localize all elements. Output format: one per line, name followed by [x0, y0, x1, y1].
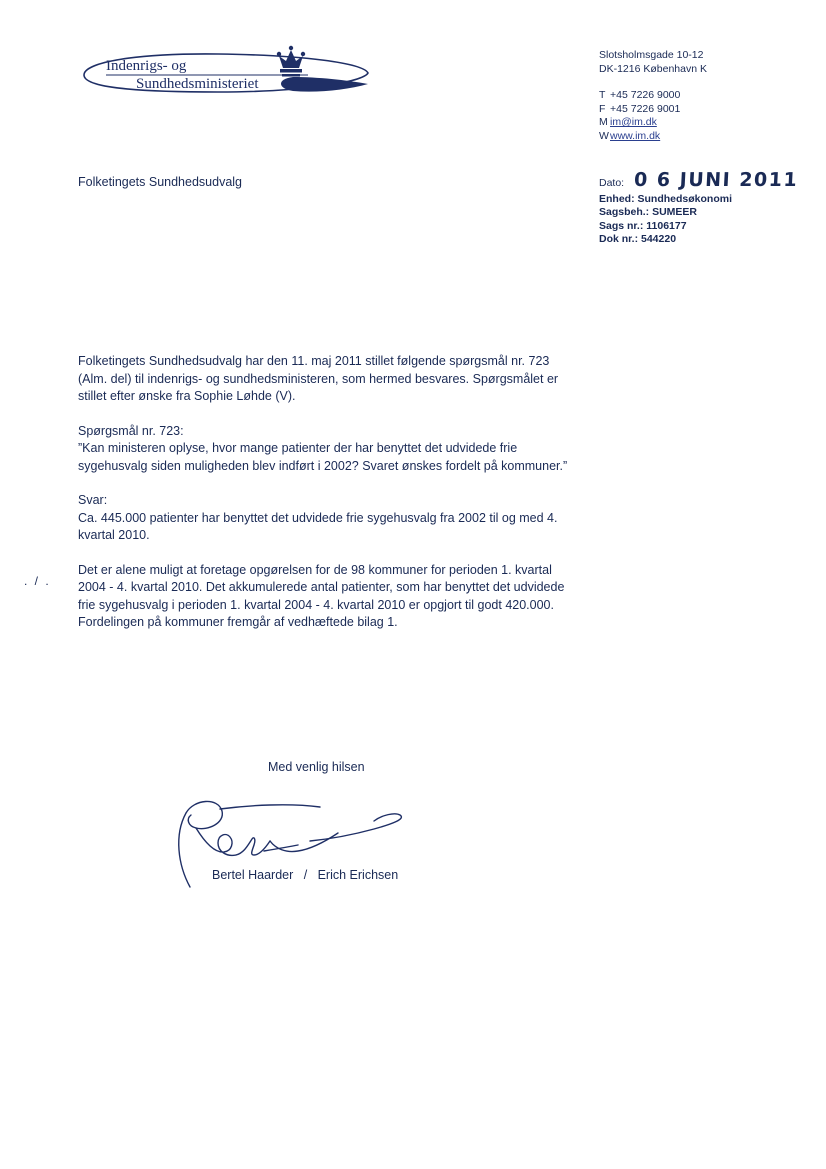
website-link[interactable]: www.im.dk [610, 129, 661, 142]
contact-block [599, 49, 799, 143]
fax-value: +45 7226 9001 [610, 102, 681, 115]
case-handler-label: Sagsbeh.: SUMEER [599, 206, 698, 218]
date-stamp-value: 0 6 JUNI 2011 [633, 169, 799, 191]
case-meta [599, 193, 809, 247]
answer-text: Ca. 445.000 patienter har benyttet det udvidede frie sygehusvalg fra 2002 til og med 4. kvartal 2010. [78, 510, 558, 542]
ministry-logo [78, 44, 378, 110]
closing-greeting: Med venlig hilsen [268, 760, 365, 774]
letter-body [78, 353, 568, 649]
logo-graphic [78, 44, 378, 110]
address-line-2: DK-1216 København K [599, 62, 707, 75]
website-row [599, 130, 799, 144]
phone-value: +45 7226 9000 [610, 89, 681, 101]
body-paragraph-2: Det er alene muligt at foretage opgørelsen for de 98 kommuner for perioden 1. kvartal 2004 - 4. kvartal 2010. Det akkumulerede antal patienter, som har benyttet det udvidede frie sygehusvalg i perioden 1. kvartal 2004 - 4. kvartal 2010 er opgjort til godt 420.000. Fordelingen på kommuner fremgår af vedhæftede bilag 1. [78, 562, 565, 629]
case-number-label: Sags nr.: 1106177 [599, 219, 687, 232]
question-heading: Spørgsmål nr. 723: [78, 423, 184, 438]
phone-prefix: T [599, 89, 606, 101]
attachment-margin-mark: . / . [24, 574, 51, 588]
signer-names: Bertel Haarder / Erich Erichsen [212, 868, 399, 882]
meta-spacer [599, 76, 799, 89]
date-label: Dato: [599, 177, 625, 189]
date-row [599, 171, 809, 191]
fax-row [599, 103, 799, 117]
email-link[interactable]: im@im.dk [610, 116, 657, 128]
unit-label: Enhed: Sundhedsøkonomi [599, 192, 732, 205]
email-prefix: M [599, 116, 608, 128]
case-details-block [599, 171, 809, 247]
document-number-label: Dok nr.: 544220 [599, 233, 677, 245]
logo-line2: Sundhedsministeriet [136, 76, 259, 92]
logo-line1: Indenrigs- og [106, 58, 187, 74]
email-row [599, 116, 799, 130]
body-paragraph-1: Folketingets Sundhedsudvalg har den 11. maj 2011 stillet følgende spørgsmål nr. 723 (Alm. del) til indenrigs- og sundhedsministeren, som hermed besvares. Spørgsmålet er stillet efter ønske fra Sophie Løhde (V). [78, 354, 559, 403]
address-line-1: Slotsholmsgade 10-12 [599, 49, 704, 61]
answer-heading: Svar: [78, 493, 108, 507]
website-prefix: W [599, 129, 609, 142]
recipient-address: Folketingets Sundhedsudvalg [78, 175, 243, 189]
crown-icon [277, 46, 305, 77]
fax-prefix: F [599, 102, 606, 115]
phone-row [599, 89, 799, 103]
question-text: ”Kan ministeren oplyse, hvor mange patienter der har benyttet det udvidede frie sygehusvalg siden muligheden blev indført i 2002? Svaret ønskes fordelt på kommuner.” [78, 441, 568, 473]
